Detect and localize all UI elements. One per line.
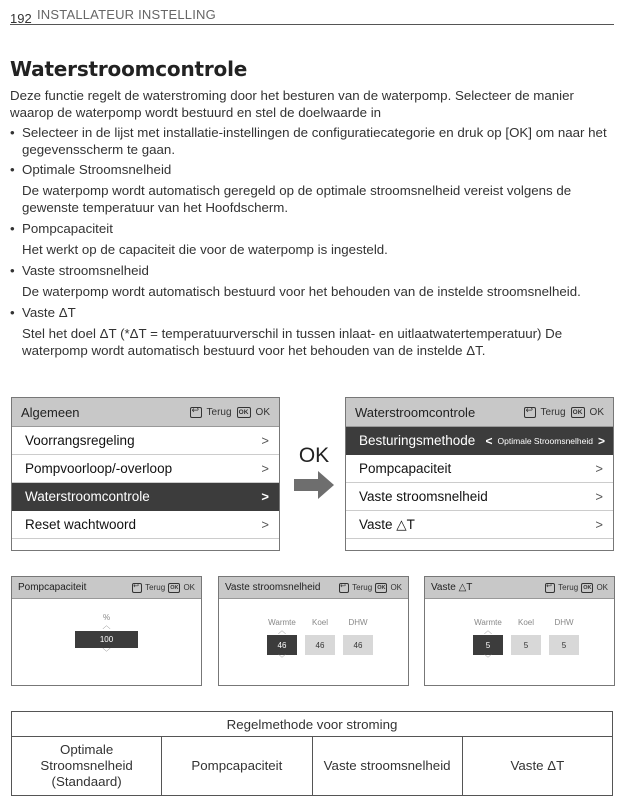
ok-label[interactable]: OK bbox=[183, 583, 195, 592]
ok-label[interactable]: OK bbox=[589, 406, 604, 418]
table-row bbox=[12, 737, 613, 796]
back-label[interactable]: Terug bbox=[352, 583, 373, 592]
back-label[interactable]: Terug bbox=[540, 406, 566, 418]
menu-item-label: Vaste △T bbox=[359, 516, 415, 532]
table-header: Regelmethode voor stroming bbox=[12, 712, 613, 737]
menu-item-label: Vaste stroomsnelheid bbox=[359, 489, 488, 504]
screen-header bbox=[425, 577, 614, 599]
column-koel bbox=[305, 618, 335, 663]
value-field[interactable]: 5 bbox=[549, 635, 579, 655]
method-selector[interactable] bbox=[346, 427, 613, 455]
ok-key-icon[interactable]: OK bbox=[170, 584, 179, 591]
menu-item-label: Waterstroomcontrole bbox=[25, 489, 150, 504]
column-label: Warmte bbox=[474, 618, 502, 627]
screen-header bbox=[219, 577, 408, 599]
screen-general bbox=[11, 397, 280, 551]
screen-controls bbox=[524, 407, 604, 418]
method-value-group bbox=[486, 434, 605, 448]
ok-label[interactable]: OK bbox=[255, 406, 270, 418]
column-label: Warmte bbox=[268, 618, 296, 627]
bullet-pump: • Pompcapaciteit bbox=[10, 220, 614, 237]
chevron-right-icon: > bbox=[261, 517, 269, 532]
screen-controls bbox=[339, 583, 402, 593]
bullet-fixed-flow-desc: De waterpomp wordt automatisch bestuurd voor het behouden van de instelde stroomsnelheid. bbox=[22, 284, 581, 299]
menu-item-pompvoorloop[interactable] bbox=[12, 455, 279, 483]
screen-controls bbox=[545, 583, 608, 593]
menu-item-waterstroomcontrole[interactable] bbox=[12, 483, 279, 511]
bullet-fixed-flow: • Vaste stroomsnelheid bbox=[10, 262, 614, 279]
menu-item-vaste-stroomsnelheid[interactable] bbox=[346, 483, 613, 511]
screen-title: Pompcapaciteit bbox=[18, 582, 87, 593]
chevron-right-icon: > bbox=[261, 433, 269, 448]
pump-value-group bbox=[12, 613, 201, 657]
menu-item-voorrangsregeling[interactable] bbox=[12, 427, 279, 455]
screen-fixed-delta-t bbox=[424, 576, 615, 686]
bullet-optimal-desc: De waterpomp wordt automatisch geregeld op de optimale stroomsnelheid vereist volgens de gewenste temperatuur van het Hoofdscherm. bbox=[22, 183, 572, 215]
chevron-right-icon: > bbox=[595, 461, 603, 476]
intro-paragraph: Deze functie regelt de waterstroming door het besturen van de waterpomp. Selecteer de manier waarop de waterpomp wordt bestuurd en stel de doelwaarde in bbox=[10, 88, 574, 120]
section-label: INSTALLATEUR INSTELLING bbox=[37, 7, 216, 22]
value-columns bbox=[267, 618, 373, 663]
unit-label: % bbox=[102, 613, 111, 622]
menu-item-vaste-delta-t[interactable] bbox=[346, 511, 613, 539]
value-field[interactable]: 5 bbox=[473, 635, 503, 655]
chevron-up-icon[interactable]: ︿ bbox=[484, 626, 492, 635]
back-label[interactable]: Terug bbox=[145, 583, 166, 592]
page-header bbox=[10, 6, 614, 25]
bullet-pump-desc: Het werkt op de capaciteit die voor de waterpomp is ingesteld. bbox=[22, 242, 388, 257]
chevron-up-icon[interactable]: ︿ bbox=[278, 626, 286, 635]
back-label[interactable]: Terug bbox=[558, 583, 579, 592]
value-field[interactable]: 46 bbox=[343, 635, 373, 655]
chevron-down-icon[interactable]: ﹀ bbox=[102, 648, 111, 657]
menu-item-label: Pompvoorloop/-overloop bbox=[25, 461, 173, 476]
column-label: DHW bbox=[554, 618, 574, 627]
chevron-right-icon: > bbox=[595, 517, 603, 532]
menu-item-label: Pompcapaciteit bbox=[359, 461, 452, 476]
table-cell: Vaste stroomsnelheid bbox=[312, 737, 462, 796]
ok-label[interactable]: OK bbox=[390, 583, 402, 592]
table-header-row bbox=[12, 712, 613, 737]
chevron-right-icon[interactable]: > bbox=[597, 433, 605, 448]
back-icon[interactable] bbox=[190, 407, 202, 418]
bullet-optimal: • Optimale Stroomsnelheid bbox=[10, 161, 614, 178]
body-text bbox=[10, 87, 614, 363]
menu-item-pompcapaciteit[interactable] bbox=[346, 455, 613, 483]
chevron-down-icon[interactable]: ﹀ bbox=[278, 654, 286, 663]
chevron-up-icon[interactable]: ︿ bbox=[102, 621, 111, 630]
screen-flow-control bbox=[345, 397, 614, 551]
column-dhw bbox=[343, 618, 373, 663]
table-cell: Pompcapaciteit bbox=[162, 737, 312, 796]
back-icon[interactable] bbox=[524, 407, 536, 418]
value-columns bbox=[473, 618, 579, 663]
method-table bbox=[11, 711, 613, 796]
ok-key-icon[interactable]: OK bbox=[377, 584, 386, 591]
bullet-select: • Selecteer in de lijst met installatie-instellingen de configuratiecategorie en druk op [OK] om naar het gegevensscherm te gaan. bbox=[10, 124, 614, 158]
back-label[interactable]: Terug bbox=[206, 406, 232, 418]
column-koel bbox=[511, 618, 541, 663]
bullet-fixed-dt: • Vaste ΔT bbox=[10, 304, 614, 321]
table-cell: Vaste ΔT bbox=[462, 737, 612, 796]
chevron-left-icon[interactable]: < bbox=[485, 433, 493, 448]
screen-title: Algemeen bbox=[21, 404, 80, 420]
page-title: Waterstroomcontrole bbox=[10, 57, 248, 81]
column-label: Koel bbox=[311, 618, 328, 627]
screen-title: Vaste △T bbox=[431, 582, 473, 593]
screen-controls bbox=[132, 583, 195, 593]
column-label: DHW bbox=[348, 618, 368, 627]
ok-label[interactable]: OK bbox=[596, 583, 608, 592]
chevron-down-icon[interactable]: ﹀ bbox=[484, 654, 492, 663]
screen-pump-capacity bbox=[11, 576, 202, 686]
bullet-fixed-dt-desc: Stel het doel ΔT (*ΔT = temperatuurverschil in tussen inlaat- en uitlaatwatertemperatuur) De waterpomp wordt automatisch bestuurd voor het behouden van de instelde ΔT. bbox=[22, 326, 563, 358]
column-label: Koel bbox=[517, 618, 534, 627]
page-number: 192 bbox=[10, 11, 32, 26]
pump-value-field[interactable]: 100 bbox=[75, 631, 138, 648]
screen-title: Vaste stroomsnelheid bbox=[225, 582, 321, 593]
screen-header bbox=[12, 398, 279, 427]
screen-controls bbox=[190, 407, 270, 418]
column-warmte bbox=[267, 618, 297, 663]
chevron-right-icon: > bbox=[261, 461, 269, 476]
back-icon[interactable] bbox=[132, 583, 142, 593]
flow-arrow bbox=[292, 444, 338, 504]
value-field[interactable]: 46 bbox=[305, 635, 335, 655]
value-field[interactable]: 5 bbox=[511, 635, 541, 655]
screen-header bbox=[12, 577, 201, 599]
method-value: Optimale Stroomsnelheid bbox=[497, 435, 593, 446]
flow-arrow-label: OK bbox=[298, 444, 330, 467]
back-icon[interactable] bbox=[339, 583, 349, 593]
menu-item-label: Voorrangsregeling bbox=[25, 433, 135, 448]
column-dhw bbox=[549, 618, 579, 663]
value-field[interactable]: 46 bbox=[267, 635, 297, 655]
screen-fixed-flow bbox=[218, 576, 409, 686]
menu-item-reset-wachtwoord[interactable] bbox=[12, 511, 279, 539]
chevron-right-icon: > bbox=[595, 489, 603, 504]
back-icon[interactable] bbox=[545, 583, 555, 593]
ok-key-icon[interactable]: OK bbox=[583, 584, 592, 591]
ok-key-icon[interactable]: OK bbox=[571, 407, 585, 418]
table-cell: Optimale Stroomsnelheid (Standaard) bbox=[12, 737, 162, 796]
screen-title: Waterstroomcontrole bbox=[355, 404, 476, 420]
method-label: Besturingsmethode bbox=[359, 433, 476, 448]
screen-header bbox=[346, 398, 613, 427]
ok-key-icon[interactable]: OK bbox=[237, 407, 251, 418]
menu-item-label: Reset wachtwoord bbox=[25, 517, 137, 532]
chevron-right-icon: > bbox=[261, 489, 269, 504]
column-warmte bbox=[473, 618, 503, 663]
arrow-right-icon bbox=[294, 471, 334, 499]
